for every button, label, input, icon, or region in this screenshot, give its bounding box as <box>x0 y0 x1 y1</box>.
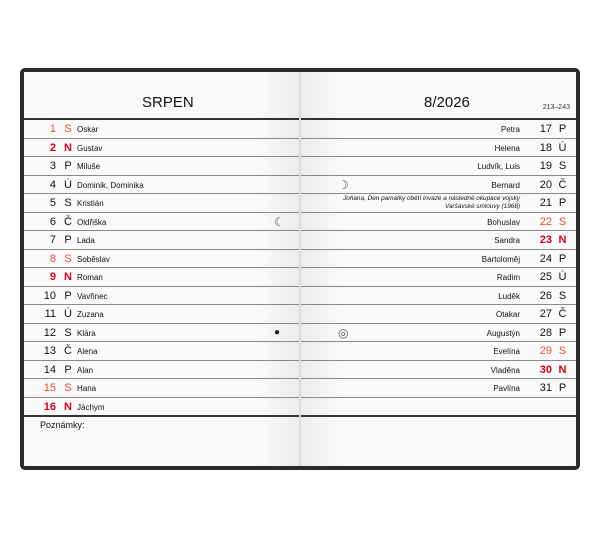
new-moon-icon: ● <box>274 326 281 338</box>
name-day: Jáchym <box>77 402 105 412</box>
day-number: 20 <box>539 178 552 191</box>
diary-spread <box>20 68 580 470</box>
weekday-letter: N <box>558 234 567 246</box>
day-number: 1 <box>49 123 56 135</box>
weekday-letter: Ú <box>64 178 72 191</box>
day-number: 13 <box>43 345 56 357</box>
day-row <box>24 176 300 195</box>
day-row <box>300 157 576 176</box>
last-quarter-moon-icon: ☾ <box>274 214 285 229</box>
day-row <box>300 120 576 139</box>
day-number: 12 <box>43 326 56 339</box>
weekday-letter: Ú <box>558 141 567 154</box>
name-day: Lada <box>77 236 95 245</box>
day-row <box>24 139 300 158</box>
day-number: 26 <box>539 289 552 302</box>
day-row <box>24 120 300 139</box>
day-row <box>24 213 300 232</box>
weekday-letter: Č <box>64 215 72 228</box>
day-number: 22 <box>539 215 552 228</box>
weekday-letter: P <box>64 289 72 302</box>
day-row <box>300 231 576 250</box>
day-number: 23 <box>539 234 552 246</box>
name-day: Sandra <box>494 236 520 245</box>
day-number: 5 <box>49 197 56 209</box>
day-number: 7 <box>49 234 56 246</box>
notes-divider <box>24 415 300 417</box>
day-number: 11 <box>44 308 56 320</box>
day-row <box>300 287 576 306</box>
day-number: 31 <box>539 382 552 394</box>
row-divider <box>300 397 576 398</box>
weekday-letter: P <box>64 160 72 172</box>
name-day: Oldřiška <box>77 217 107 227</box>
day-number: 21 <box>539 197 552 209</box>
day-number: 4 <box>49 178 56 191</box>
year-title: 8/2026 <box>424 94 470 111</box>
name-day: Alan <box>77 365 94 375</box>
day-row <box>24 157 300 176</box>
weekday-letter: P <box>558 326 567 339</box>
weekday-letter: N <box>558 363 567 376</box>
day-number: 27 <box>539 308 552 320</box>
name-day: Oskar <box>77 125 99 134</box>
name-day: Dominik, Dominika <box>77 180 144 190</box>
day-row <box>24 231 300 250</box>
day-row <box>24 194 300 213</box>
name-day: Johana, Den památky obětí invaze a následné okupace vojsky Varšavské smlouvy (1968) <box>343 195 520 210</box>
name-day: Alena <box>77 347 98 356</box>
weekday-letter: S <box>64 197 72 209</box>
weekday-letter: N <box>64 400 72 413</box>
notes-label: Poznámky: <box>40 420 85 430</box>
day-number: 9 <box>49 271 56 283</box>
weekday-letter: P <box>558 382 567 394</box>
weekday-letter: N <box>64 141 72 154</box>
day-row <box>24 250 300 269</box>
name-day: Radim <box>496 273 520 282</box>
day-row <box>300 250 576 269</box>
day-row <box>300 213 576 232</box>
day-number: 2 <box>49 141 56 154</box>
name-day: Bartoloměj <box>481 254 520 264</box>
month-title: SRPEN <box>142 94 194 111</box>
weekday-letter: P <box>558 252 567 265</box>
day-number: 14 <box>43 363 56 376</box>
name-day: Pavlína <box>493 384 520 393</box>
weekday-letter: P <box>64 234 72 246</box>
day-range: 213–243 <box>542 104 570 111</box>
name-day: Roman <box>77 273 103 282</box>
day-row <box>24 324 300 343</box>
weekday-letter: Ú <box>558 271 567 283</box>
weekday-letter: P <box>558 123 567 135</box>
weekday-letter: S <box>558 289 567 302</box>
weekday-letter: S <box>64 123 72 135</box>
name-day: Bernard <box>491 180 520 190</box>
day-row <box>300 379 576 398</box>
name-day: Augustýn <box>486 328 520 338</box>
name-day: Zuzana <box>77 310 104 319</box>
day-number: 3 <box>49 160 56 172</box>
right-page <box>300 72 576 466</box>
weekday-letter: Č <box>558 178 567 191</box>
day-number: 25 <box>539 271 552 283</box>
day-row <box>24 379 300 398</box>
name-day: Otakar <box>495 310 520 319</box>
name-day: Evelína <box>493 347 520 356</box>
day-row <box>24 342 300 361</box>
name-day: Ludvík, Luis <box>477 162 520 171</box>
weekday-letter: S <box>558 160 567 172</box>
name-day: Kristián <box>77 199 104 208</box>
day-number: 29 <box>539 345 552 357</box>
day-number: 6 <box>49 215 56 228</box>
first-quarter-moon-icon: ☽ <box>338 177 349 192</box>
day-row <box>300 194 576 213</box>
day-number: 28 <box>539 326 552 339</box>
weekday-letter: S <box>558 345 567 357</box>
name-day: Soběslav <box>77 254 110 264</box>
notes-divider <box>300 415 576 417</box>
day-row <box>300 139 576 158</box>
weekday-letter: S <box>558 215 567 228</box>
day-number: 8 <box>49 252 56 265</box>
name-day: Vavřinec <box>77 291 108 301</box>
day-number: 15 <box>43 382 56 394</box>
day-number: 16 <box>43 400 56 413</box>
left-page <box>24 72 300 466</box>
day-number: 17 <box>539 123 552 135</box>
name-day: Miluše <box>77 162 101 171</box>
name-day: Klára <box>77 328 96 338</box>
weekday-letter: Č <box>64 345 72 357</box>
weekday-letter: S <box>64 382 72 394</box>
weekday-letter: Ú <box>64 308 72 320</box>
day-number: 18 <box>539 141 552 154</box>
book-spine <box>299 72 301 466</box>
day-row <box>24 398 300 417</box>
weekday-letter: S <box>64 252 72 265</box>
name-day: Helena <box>494 143 520 153</box>
name-day: Hana <box>77 384 97 393</box>
weekday-letter: P <box>558 197 567 209</box>
day-row <box>300 361 576 380</box>
weekday-letter: S <box>64 326 72 339</box>
name-day: Luděk <box>498 291 520 301</box>
day-row <box>300 342 576 361</box>
name-day: Petra <box>500 125 520 134</box>
weekday-letter: Č <box>558 308 567 320</box>
day-number: 30 <box>539 363 552 376</box>
day-row <box>24 287 300 306</box>
day-number: 10 <box>43 289 56 302</box>
day-row <box>24 361 300 380</box>
weekday-letter: N <box>64 271 72 283</box>
day-row <box>300 268 576 287</box>
name-day: Vladěna <box>490 365 520 375</box>
name-day: Gustav <box>77 143 103 153</box>
weekday-letter: P <box>64 363 72 376</box>
full-moon-icon: ◎ <box>338 325 349 340</box>
name-day: Bohuslav <box>487 217 520 227</box>
day-number: 19 <box>539 160 552 172</box>
day-row <box>300 305 576 324</box>
day-row <box>24 268 300 287</box>
day-row <box>24 305 300 324</box>
day-number: 24 <box>539 252 552 265</box>
